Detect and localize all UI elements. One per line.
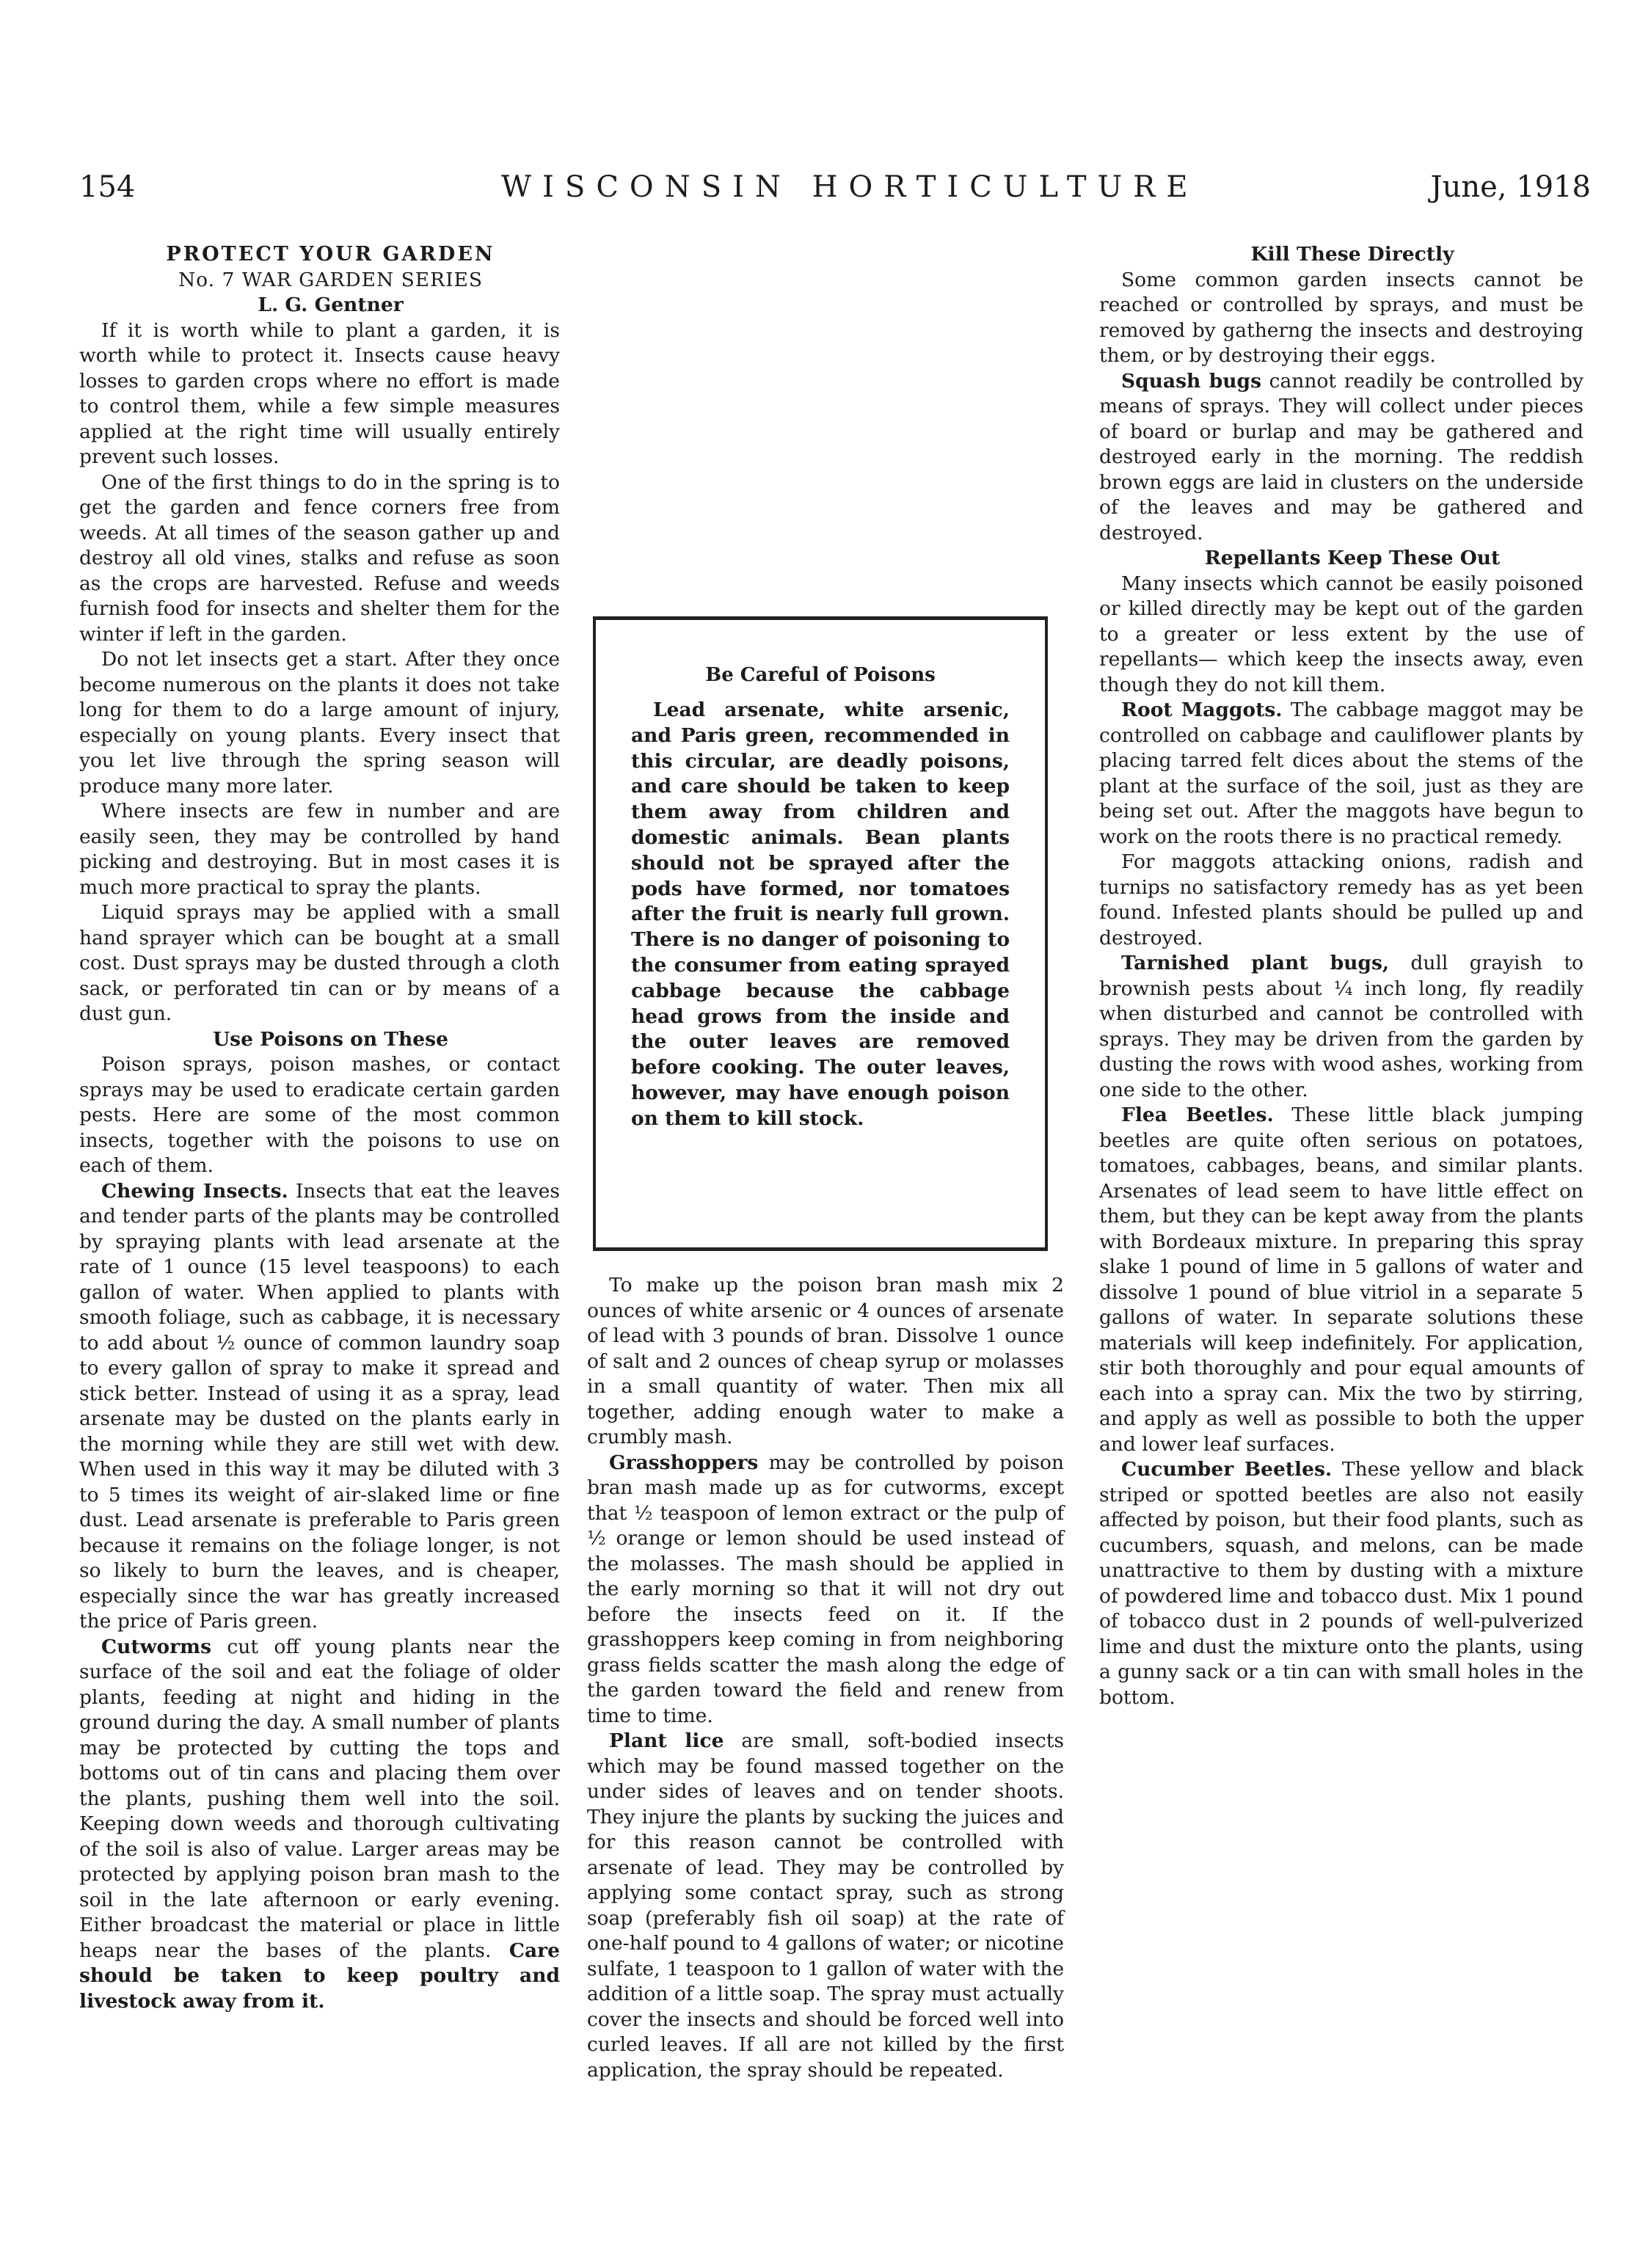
paragraph: Do not let insects get a start. After they once become numerous on the plants it does not take long for them to do a large amount of injury, especially on young plants. Every insect that you let live through the spring season will produce many more later. xyxy=(79,648,560,798)
column-2 xyxy=(587,1273,1064,2083)
run-in-heading: Cutworms xyxy=(101,1635,212,1658)
paragraph: Poison sprays, poison mashes, or contact sprays may be used to eradicate certain garden pests. Here are some of the most common insects, together with the poisons to use on each of them. xyxy=(79,1053,560,1177)
box-title: Be Careful of Poisons xyxy=(705,664,936,686)
run-in-heading: Root Maggots. xyxy=(1121,699,1283,721)
paragraph xyxy=(587,1451,1064,1729)
paragraph xyxy=(1099,698,1583,850)
run-in-heading: Cucumber Beetles. xyxy=(1121,1458,1333,1481)
paragraph: For maggots attacking onions, radish and turnips no satisfactory remedy has as yet been found. Infested plants should be pulled up and destroyed. xyxy=(1099,850,1583,949)
run-in-heading: Plant lice xyxy=(609,1729,724,1752)
warning-box xyxy=(593,616,1048,1251)
page-header xyxy=(79,170,1591,214)
paragraph-text: are small, soft-bodied insects which may be found massed together on the under sides of leaves and on tender shoots. They injure the plants by sucking the juices and for this reason cannot be controlled with arsenate of lead. They may be controlled by applying some contact spray, such as strong soap (preferably fish oil soap) at the rate of one-half pound to 4 gallons of water; or nicotine sulfate, 1 teaspoon to 1 gallon of water with the addition of a little soap. The spray must actually cover the insects and should be forced well into curled leaves. If all are not killed by the first application, the spray should be repeated. xyxy=(587,1729,1064,2082)
paragraph: If it is worth while to plant a garden, it is worth while to protect it. Insects cause heavy losses to garden crops where no effort is made to control them, while a few simple measures applied at the right time will usually entirely prevent such losses. xyxy=(79,318,560,468)
run-in-heading: Grasshoppers xyxy=(609,1451,759,1474)
paragraph xyxy=(79,1179,560,1635)
paragraph: Many insects which cannot be easily poisoned or killed directly may be kept out of the garden to a greater or less extent by the use of repellants— which keep the insects away, even though they do not kill them. xyxy=(1099,572,1583,696)
article-title: PROTECT YOUR GARDEN xyxy=(166,243,495,266)
publication-title: WISCONSIN HORTICULTURE xyxy=(501,170,1199,204)
paragraph xyxy=(1099,1103,1583,1457)
run-in-heading: Squash bugs xyxy=(1121,369,1261,393)
box-text: Lead arsenate, white arsenic, and Paris green, recommended in this circular, are deadly poisons, and care should be taken to keep them away from children and domestic animals. Bean plants should not be sprayed after the pods have formed, nor tomatoes after the fruit is nearly full grown. There is no danger of poisoning to the consumer from eating sprayed cabbage because the cabbage head grows from the inside and the outer leaves are removed before cooking. The outer leaves, however, may have enough poison on them to kill stock. xyxy=(631,699,1010,1130)
paragraph xyxy=(1099,1457,1583,1710)
run-in-heading: Flea Beetles. xyxy=(1121,1104,1274,1126)
paragraph-text: cut off young plants near the surface of the soil and eat the foliage of older plants, feeding at night and hiding in the ground during the day. A small number of plants may be protected by cutting the tops and bottoms out of tin cans and placing them over the plants, pushing them well into the soil. Keeping down weeds and thorough cultivating of the soil is also of value. Larger areas may be protected by applying poison bran mash to the soil in the late afternoon or early evening. Either broadcast the material or place in little heaps near the bases of the plants. xyxy=(79,1635,560,1962)
paragraph: Where insects are few in number and are easily seen, they may be controlled by hand picking and destroying. But in most cases it is much more practical to spray the plants. xyxy=(79,800,560,899)
paragraph-text: may be controlled by poison bran mash made up as for cutworms, except that ½ teaspoon of lemon extract or the pulp of ½ orange or lemon should be used instead of the molasses. The mash should be applied in the early morning so that it will not dry out before the insects feed on it. If the grasshoppers keep coming in from neighboring grass fields scatter the mash along the edge of the garden toward the field and renew from time to time. xyxy=(587,1451,1064,1727)
bold-warning: Care should be taken to keep poultry and livestock away from it. xyxy=(79,1939,560,2013)
paragraph-text: These little black jumping beetles are quite often serious on potatoes, tomatoes, cabbages, beans, and similar plants. Arsenates of lead seem to have little effect on them, but they can be kept away from the plants with Bordeaux mixture. In preparing this spray slake 1 pound of lime in 5 gallons of water and dissolve 1 pound of blue vitriol in a separate 5 gallons of water. In separate solutions these materials will keep indefinitely. For application, stir both thoroughly and pour equal amounts of each into a spray can. Mix the two by stirring, and apply as well as possible to both the upper and lower leaf surfaces. xyxy=(1099,1104,1583,1456)
paragraph-text: Insects that eat the leaves and tender parts of the plants may be controlled by spraying plants with lead arsenate at the rate of 1 ounce (15 level teaspoons) to each gallon of water. When applied to plants with smooth foliage, such as cabbage, it is necessary to add about ½ ounce of common laundry soap to every gallon of spray to make it spread and stick better. Instead of using it as a spray, lead arsenate may be dusted on the plants early in the morning while they are still wet with dew. When used in this way it may be diluted with 3 to 5 times its weight of air-slaked lime or fine dust. Lead arsenate is preferable to Paris green because it remains on the foliage longer, is not so likely to burn the leaves, and is cheaper, especially since the war has greatly increased the price of Paris green. xyxy=(79,1179,560,1633)
section-heading: Repellants Keep These Out xyxy=(1204,547,1501,569)
paragraph-text: cannot readily be controlled by means of sprays. They will collect under pieces of board or burlap and may be gathered and destroyed early in the morning. The reddish brown eggs are laid in clusters on the underside of the leaves and may be gathered and destroyed. xyxy=(1099,369,1584,544)
paragraph xyxy=(1099,369,1583,547)
column-1 xyxy=(79,242,560,2014)
paragraph: To make up the poison bran mash mix 2 ounces of white arsenic or 4 ounces of arsenate of lead with 3 pounds of bran. Dissolve 1 ounce of salt and 2 ounces of cheap syrup or molasses in a small quantity of water. Then mix all together, adding enough water to make a crumbly mash. xyxy=(587,1274,1064,1448)
series-label: No. 7 WAR GARDEN SERIES xyxy=(178,268,484,291)
paragraph-text: dull grayish to brownish pests about ¼ inch long, fly readily when disturbed and cannot be controlled with sprays. They may be driven from the garden by dusting the rows with wood ashes, working from one side to the other. xyxy=(1099,952,1583,1101)
run-in-heading: Chewing Insects. xyxy=(101,1179,288,1203)
run-in-heading: Tarnished plant bugs, xyxy=(1121,952,1390,974)
section-heading: Use Poisons on These xyxy=(213,1027,448,1051)
page-number: 154 xyxy=(79,170,136,204)
author-name: L. G. Gentner xyxy=(258,293,404,316)
box-body xyxy=(631,698,1010,1132)
column-3 xyxy=(1099,242,1583,1710)
section-heading: Kill These Directly xyxy=(1250,243,1454,266)
paragraph xyxy=(1099,951,1583,1103)
paragraph: One of the first things to do in the spring is to get the garden and fence corners free from weeds. At all times of the season gather up and destroy all old vines, stalks and refuse as soon as the crops are harvested. Refuse and weeds furnish food for insects and shelter them for the winter if left in the garden. xyxy=(79,470,560,646)
paragraph: Some common garden insects cannot be reached or controlled by sprays, and must be removed by gatherng the insects and destroying them, or by destroying their eggs. xyxy=(1099,268,1583,367)
paragraph-text: These yellow and black striped or spotted beetles are also not easily affected by poison, but their food plants, such as cucumbers, squash, and melons, can be made unattractive to them by dusting with a mixture of powdered lime and tobacco dust. Mix 1 pound of tobacco dust in 2 pounds of well-pulverized lime and dust the mixture onto the plants, using a gunny sack or a tin can with small holes in the bottom. xyxy=(1099,1458,1583,1709)
paragraph: Liquid sprays may be applied with a small hand sprayer which can be bought at a small cost. Dust sprays may be dusted through a cloth sack, or perforated tin can or by means of a dust gun. xyxy=(79,901,560,1025)
paragraph-text: The cabbage maggot may be controlled on cabbage and cauliflower plants by placing tarred felt dices about the stems of the plant at the surface of the soil, just as they are being set out. After the maggots have begun to work on the roots there is no practical remedy. xyxy=(1099,699,1584,848)
issue-date: June, 1918 xyxy=(1430,170,1591,204)
paragraph xyxy=(587,1729,1064,2083)
paragraph xyxy=(79,1635,560,2015)
